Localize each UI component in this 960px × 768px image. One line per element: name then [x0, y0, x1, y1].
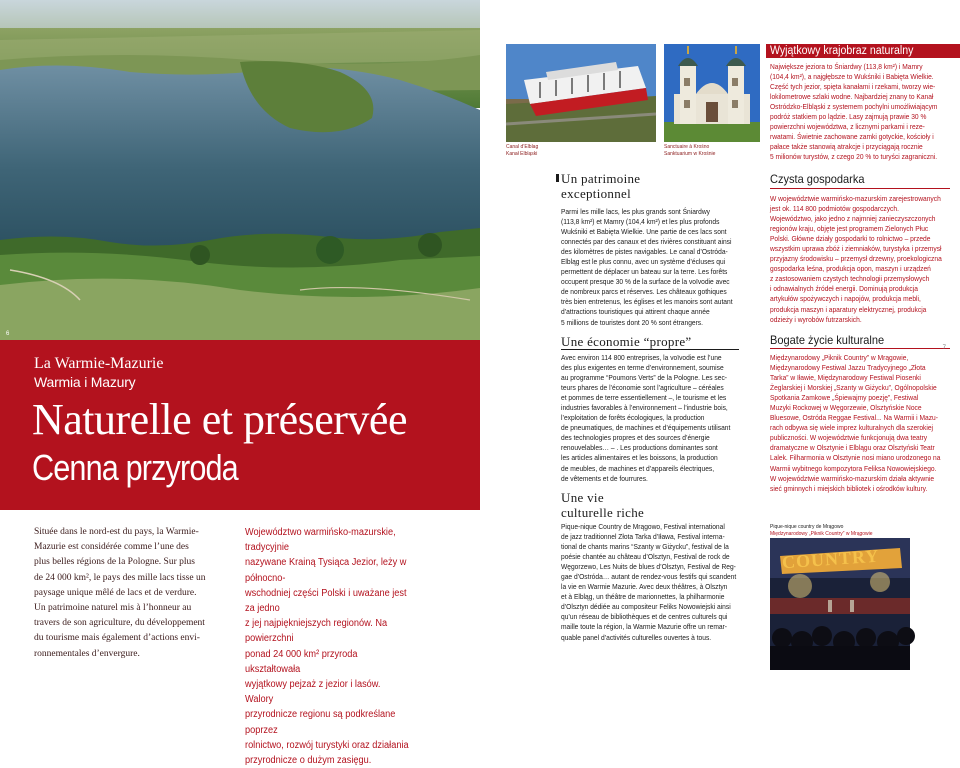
section2-fr-title: Une économie “propre”	[561, 334, 692, 349]
section2-pl-title: Czysta gospodarka	[770, 172, 865, 186]
section1-fr-body: Parmi les mille lacs, les plus grands sont Śniardwy (113,8 km²) et Mamry (104,4 km²) et les plus profonds Wukśniki et Babięta Wielkie. Une partie de ces lacs sont connectés par des canaux et des rivières constituant ainsi des kilomètres de pistes navigables. Le canal d’Ostróda- Elbląg est le plus connu, avec un système d’écluses qui permettent de déplacer un bateau sur la terre. Les forêts occupent presque 30 % de la surface de la voïvodie avec de nombreux parcs et réserves. Les châteaux gothiques très bien entretenus, les églises et les manoirs sont autant d’attractions touristiques qui attirent chaque année 5 millions de touristes dont 20 % sont étrangers.	[561, 207, 733, 327]
sanctuary-photo	[664, 44, 760, 142]
sanctuary-caption: Sanctuaire à Krośno Sanktuarium w Krośnie	[664, 144, 716, 157]
section2-rule	[770, 188, 950, 189]
page-number-left: 6	[6, 331, 10, 337]
section3-fr-body: Pique-nique Country de Mrągowo, Festival international de jazz traditionnel Złota Tarka d’Iława, Festival interna- tional de chants marins “Szanty w Giżycku”, festival de la poésie chantée au château d’Olsztyn, Festival de rock de Węgorzewo, Les Nuits de blues d’Olsztyn, Festival de Reg- gae d’Ostróda… autant de rendez-vous festifs qui scandent la vie en Warmie Mazurie. Avec deux théâtres, à Olsztyn et à Elbląg, un théâtre de marionnettes, la philharmonie d’Olsztyn dédiée au compositeur Feliks Nowowiejski ainsi qu’un réseau de bibliothèques et de centres culturels qui maille toute la région, la Warmie Mazurie offre un remar- quable panel d’activités culturelles ouvertes à tous.	[561, 522, 737, 642]
canal-caption: Canal d’Elblag Kanał Elbląski	[506, 144, 539, 157]
region-name-fr: La Warmie-Mazurie	[34, 355, 164, 372]
section3-rule	[770, 348, 950, 349]
region-name-pl: Warmia i Mazury	[34, 374, 136, 390]
section3-pl-body: Międzynarodowy „Piknik Country” w Mrągowie, Międzynarodowy Festiwal Jazzu Tradycyjnego „Złota Tarka” w Iławie, Międzynarodowy Festiwal Piosenki Żeglarskiej i Morskiej „Szanty w Giżycku”, Ogólnopolskie Spotkania Zamkowe „Śpiewajmy poezję”, Festiwal Muzyki Rockowej w Węgorzewie, Olsztyńskie Noce Bluesowe, Ostróda Reggae Festival... Na Warmii i Mazu- rach odbywa się wiele imprez kulturalnych dla szerokiej publiczności. W województwie funkcjonują dwa teatry dramatyczne w Olsztynie i Elblągu oraz Olsztyński Teatr Lalek. Filharmonia w Olsztynie nosi miano urodzonego na Warmii wybitnego kompozytora Feliksa Nowowiejskiego. W województwie warmińsko-mazurskim działa aktywnie sieć gminnych i miejskich bibliotek i ośrodków kultury.	[770, 353, 941, 493]
section3-pl-title: Bogate życie kulturalne	[770, 333, 885, 347]
section1-pl-body: Największe jeziora to Śniardwy (113,8 km²) i Mamry (104,4 km²), a najgłębsze to Wukśniki i Babięta Wielkie. Część tych jezior, spięta kanałami i rzekami, tworzy wie- lokilometrowe szlaki wodne. Najbardziej znany to Kanał Ostródzko-Elbląski z systemem pochylni umożliwiającym podróż statkiem po lądzie. Lasy zajmują prawie 30 % powierzchni województwa, z licznymi parkami i reze- rwatami. Świetnie zachowane zamki gotyckie, kościoły i pałace także stanowią atrakcje i przyciągają rocznie 5 milionów turystów, z czego 20 % to turyści zagraniczni.	[770, 62, 938, 162]
section-marker	[556, 174, 559, 182]
page-number-right: 7	[942, 345, 946, 351]
section1-pl-title: Wyjątkowy krajobraz naturalny	[770, 45, 914, 57]
lake-aerial-photo	[0, 0, 480, 340]
right-page	[480, 0, 960, 679]
festival-banner-text: COUNTRY	[781, 545, 880, 573]
section1-fr-title: Un patrimoine exceptionnel	[561, 171, 641, 201]
section2-fr-rule	[561, 349, 739, 350]
title-pl: Cenna przyroda	[32, 447, 238, 488]
section2-fr-body: Avec environ 114 800 entreprises, la voïvodie est l’une des plus exigentes en terme d’environnement, soumise au programme “Poumons Verts” de la Pologne. Les sec- teurs phares de l’économie sont l’agriculture – céréales et pommes de terre essentiellement –, le tourisme et les industries favorables à l’environnement – l’industrie bois, l’exploitation de forêts écologiques, la production de pneumatiques, de machines et d’équipements utilisant des technologies propres et des sources d’énergie renouvelables… – . Les productions dominantes sont les articles alimentaires et les boissons, la production de meubles, de machines et d’appareils électriques, de vêtements et de fourrures.	[561, 353, 731, 483]
festival-caption: Pique-nique country de Mrągowo Międzynarodowy „Piknik Country” w Mrągowie	[770, 524, 873, 537]
intro-text-pl: Województwo warmińsko-mazurskie, tradycyjnie nazywane Krainą Tysiąca Jezior, leży w północno- wschodniej części Polski i uważane jest za jedno z jej najpiękniejszych regionów. Na powierzchni ponad 24 000 km² przyroda ukształtowała wyjątkowy pejzaż z jezior i lasów. Walory przyrodnicze regionu są podkreślane poprzez rolnictwo, rozwój turystyki oraz działania przyrodnicze o dużym zasięgu.	[245, 527, 409, 767]
section2-pl-body: W województwie warmińsko-mazurskim zarejestrowanych jest ok. 114 800 podmiotów gospodarczych. Województwo, jako jedno z najmniej zanieczyszczonych regionów kraju, objęte jest programem Zielonych Płuc Polski. Główne działy gospodarki to rolnictwo – przede wszystkim uprawa zbóż i ziemniaków, turystyka i przemysł przyjazny środowisku – przemysł drzewny, proekologiczna gospodarka leśna, produkcja opon, maszyn i urządzeń z zastosowaniem czystych technologii przemysłowych i odnawialnych źródeł energii. Dominują produkcja artykułów spożywczych i napojów, produkcja mebli, produkcja maszyn i aparatury elektrycznej, produkcja odzieży i wyrobów futrzarskich.	[770, 194, 942, 324]
canal-photo	[506, 44, 656, 142]
left-page	[0, 0, 480, 767]
intro-text-fr: Située dans le nord-est du pays, la Warmie- Mazurie est considérée comme l’une des plus belles régions de la Pologne. Sur plus de 24 000 km², le pays des mille lacs tisse un paysage unique mêlé de lacs et de verdure. Un patrimoine naturel mis à l’honneur au travers de son agriculture, du développement du tourisme mais également d’actions envi- ronnementales d’envergure.	[34, 527, 206, 659]
title-fr: Naturelle et préservée	[32, 395, 407, 444]
section3-fr-title: Une vie culturelle riche	[561, 490, 645, 520]
